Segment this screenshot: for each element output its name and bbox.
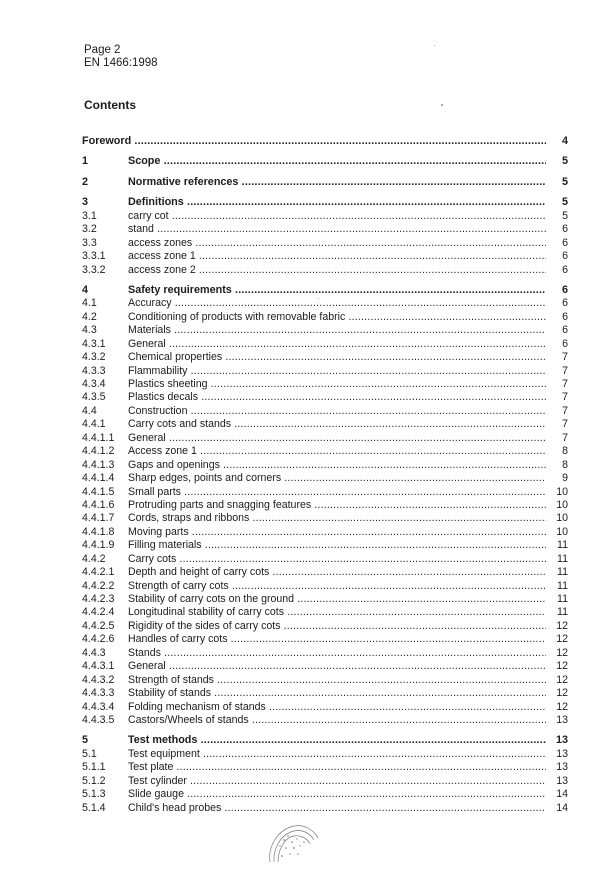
- toc-entry: [82, 761, 568, 774]
- toc-section-number: 4.4.3.4: [82, 700, 115, 713]
- toc-page-number: 13: [556, 774, 568, 787]
- toc-section-number: 5.1.4: [82, 801, 106, 814]
- toc-page-number: 11: [557, 539, 568, 552]
- scan-speck: [318, 298, 319, 299]
- toc-section-number: 3.3.2: [82, 263, 106, 276]
- toc-section-number: 4.4.3.3: [82, 687, 115, 700]
- toc-page-number: 12: [556, 700, 568, 713]
- toc-section-title: General .....: [128, 338, 546, 351]
- toc-section-number: 4.4.2.3: [82, 593, 115, 605]
- toc-page-number: 12: [556, 687, 568, 700]
- toc-entry: [82, 250, 568, 263]
- toc-entry: [82, 788, 568, 801]
- toc-section-title: Chemical properties .....: [128, 351, 546, 364]
- toc-page-number: 6: [562, 250, 568, 263]
- toc-section-number: 4.4.2: [82, 552, 106, 565]
- table-of-contents: [82, 135, 568, 815]
- toc-section-number: 4.4.1.6: [82, 498, 115, 511]
- toc-section-title: Carry cots .....: [128, 553, 546, 566]
- toc-entry: [82, 237, 568, 250]
- toc-section-title: Flammability .....: [128, 365, 546, 378]
- toc-page-number: 12: [556, 646, 568, 659]
- toc-entry: [82, 351, 568, 364]
- toc-entry: [82, 714, 568, 727]
- toc-page-number: 10: [556, 485, 568, 498]
- scan-speck: [441, 104, 443, 106]
- toc-page-number: 11: [557, 593, 568, 605]
- toc-section-number: 3: [82, 196, 89, 209]
- toc-section-number: 4.4.1.4: [82, 472, 115, 485]
- library-stamp-icon: [264, 818, 322, 866]
- toc-section-title: Access zone 1 .....: [128, 445, 546, 458]
- toc-page-number: 6: [562, 310, 568, 323]
- toc-entry: [82, 472, 568, 485]
- toc-page-number: 6: [561, 283, 568, 296]
- toc-section-number: 4.3.3: [82, 364, 106, 377]
- toc-section-number: 4.4.3.5: [82, 713, 115, 726]
- toc-entry: [82, 674, 568, 687]
- toc-section-title: Plastics decals .....: [128, 391, 546, 404]
- toc-section-title: Child's head probes .....: [128, 802, 546, 815]
- toc-section-title: Strength of carry cots .....: [128, 580, 546, 593]
- toc-entry: [82, 378, 568, 391]
- toc-section-title: Cords, straps and ribbons .....: [128, 512, 546, 525]
- toc-section-number: 3.3: [82, 236, 97, 249]
- toc-page-number: 13: [556, 747, 568, 760]
- toc-section-title: Conditioning of products with removable fabric .....: [128, 311, 546, 324]
- toc-entry: [82, 802, 568, 815]
- toc-page-number: 7: [562, 391, 568, 404]
- toc-group-spacer: [82, 148, 568, 155]
- toc-section-title: Stability of carry cots on the ground .....: [128, 593, 546, 606]
- toc-section-title: Stability of stands .....: [128, 687, 546, 700]
- toc-entry: [82, 566, 568, 579]
- toc-page-number: 11: [557, 566, 568, 579]
- toc-group-spacer: [82, 277, 568, 284]
- toc-group-spacer: [82, 169, 568, 176]
- toc-section-number: 1: [82, 155, 89, 168]
- toc-page-number: 11: [557, 579, 568, 592]
- toc-section-number: 4.4: [82, 404, 97, 417]
- toc-section-title: Safety requirements .....: [128, 284, 546, 297]
- toc-entry: [82, 687, 568, 700]
- toc-section-number: 4.4.2.1: [82, 566, 115, 579]
- toc-page-number: 10: [556, 525, 568, 538]
- toc-section-title: Construction .....: [128, 405, 546, 418]
- toc-section-number: 5.1.3: [82, 788, 106, 801]
- toc-section-title: Test methods .....: [128, 734, 546, 747]
- toc-entry: [82, 432, 568, 445]
- toc-section-title: Plastics sheeting .....: [128, 378, 546, 391]
- toc-section-number: 2: [82, 175, 89, 188]
- toc-page-number: 6: [562, 297, 568, 310]
- toc-entry: [82, 647, 568, 660]
- toc-page-number: 11: [557, 552, 568, 565]
- toc-section-title: Castors/Wheels of stands .....: [128, 714, 546, 727]
- toc-section-number: 4.4.2.5: [82, 619, 115, 632]
- toc-page-number: 12: [556, 633, 568, 646]
- toc-page-number: 10: [556, 498, 568, 511]
- toc-section-number: 4: [82, 283, 89, 296]
- toc-section-number: 4.4.1.8: [82, 525, 115, 538]
- toc-section-title: Carry cots and stands .....: [128, 418, 546, 431]
- toc-entry: [82, 499, 568, 512]
- toc-page-number: 12: [556, 619, 568, 632]
- toc-section-number: 4.4.1.1: [82, 431, 115, 444]
- toc-entry: [82, 526, 568, 539]
- toc-section-title: Test equipment .....: [128, 748, 546, 761]
- toc-entry: [82, 176, 568, 189]
- toc-section-number: 5.1: [82, 747, 97, 760]
- toc-section-number: 4.4.1: [82, 418, 106, 431]
- toc-section-title: Filling materials .....: [128, 539, 546, 552]
- toc-section-title: Moving parts .....: [128, 526, 546, 539]
- toc-entry: [82, 734, 568, 747]
- toc-entry: [82, 311, 568, 324]
- toc-entry: [82, 580, 568, 593]
- scan-speck: [434, 45, 435, 46]
- contents-heading: Contents: [84, 98, 136, 112]
- toc-page-number: 7: [562, 418, 568, 431]
- toc-section-title: General .....: [128, 660, 546, 673]
- toc-section-number: 4.4.3: [82, 646, 106, 659]
- toc-page-number: 9: [562, 472, 568, 485]
- toc-entry: [82, 155, 568, 168]
- toc-page-number: 5: [562, 209, 568, 222]
- toc-section-title: Normative references .....: [128, 176, 546, 189]
- toc-section-number: 4.3.1: [82, 337, 106, 350]
- toc-page-number: 7: [562, 364, 568, 377]
- toc-page-number: 13: [555, 734, 568, 747]
- toc-section-number: 5.1.1: [82, 761, 106, 774]
- toc-page-number: 14: [556, 801, 568, 814]
- toc-entry: [82, 405, 568, 418]
- toc-section-number: 3.2: [82, 223, 97, 236]
- toc-section-number: 4.4.1.5: [82, 485, 115, 498]
- toc-entry: [82, 210, 568, 223]
- toc-section-title: stand .....: [128, 223, 546, 236]
- toc-section-title: access zones .....: [128, 237, 546, 250]
- toc-section-number: 4.4.3.1: [82, 660, 115, 673]
- toc-section-title: access zone 1 .....: [128, 250, 546, 263]
- toc-section-title: Stands .....: [128, 647, 546, 660]
- toc-section-title: Small parts .....: [128, 486, 546, 499]
- toc-entry: [82, 445, 568, 458]
- toc-section-title: General .....: [128, 432, 546, 445]
- toc-section-number: 3.3.1: [82, 250, 106, 263]
- toc-section-number: 4.1: [82, 297, 97, 310]
- toc-page-number: 10: [556, 512, 568, 525]
- toc-section-title: Definitions .....: [128, 196, 546, 209]
- toc-section-title: Longitudinal stability of carry cots .....: [128, 606, 546, 619]
- toc-page-number: 5: [561, 175, 568, 188]
- toc-page-number: 13: [556, 713, 568, 726]
- toc-section-number: 4.4.2.6: [82, 633, 115, 646]
- toc-section-number: 4.4.1.7: [82, 512, 115, 525]
- toc-group-spacer: [82, 189, 568, 196]
- toc-page-number: 12: [556, 660, 568, 673]
- toc-entry: [82, 135, 568, 148]
- toc-section-number: 4.3.4: [82, 378, 106, 390]
- toc-entry: [82, 660, 568, 673]
- toc-section-number: 4.4.2.2: [82, 579, 115, 592]
- toc-section-title: Strength of stands .....: [128, 674, 546, 687]
- toc-entry: [82, 748, 568, 761]
- toc-page-number: 14: [556, 788, 568, 801]
- toc-section-number: 4.4.2.4: [82, 606, 115, 619]
- toc-section-title: Materials .....: [128, 324, 546, 337]
- toc-entry: [82, 284, 568, 297]
- toc-entry: [82, 418, 568, 431]
- toc-section-title: carry cot .....: [128, 210, 546, 223]
- toc-entry: [82, 539, 568, 552]
- toc-entry: [82, 324, 568, 337]
- toc-page-number: 7: [562, 404, 568, 417]
- toc-section-number: 4.3.5: [82, 391, 106, 404]
- toc-entry: [82, 512, 568, 525]
- toc-entry: [82, 196, 568, 209]
- toc-page-number: 6: [562, 263, 568, 276]
- toc-entry: [82, 297, 568, 310]
- page-number: Page 2: [84, 44, 121, 56]
- toc-page-number: 5: [561, 155, 568, 168]
- toc-page-number: 4: [561, 135, 568, 147]
- toc-section-number: 4.3.2: [82, 351, 106, 364]
- toc-section-title: Test cylinder .....: [128, 775, 546, 788]
- toc-section-number: 4.2: [82, 310, 97, 323]
- toc-page-number: 13: [556, 761, 568, 774]
- toc-section-number: 4.4.1.9: [82, 539, 115, 552]
- toc-entry: [82, 593, 568, 606]
- toc-section-title: access zone 2 .....: [128, 264, 546, 277]
- toc-section-title: Folding mechanism of stands .....: [128, 701, 546, 714]
- toc-section-number: 5: [82, 734, 89, 747]
- toc-section-title: Depth and height of carry cots .....: [128, 566, 546, 579]
- standard-id: EN 1466:1998: [84, 57, 158, 69]
- toc-section-title: Gaps and openings .....: [128, 459, 546, 472]
- toc-entry: [82, 365, 568, 378]
- toc-entry: [82, 620, 568, 633]
- toc-page-number: 6: [562, 223, 568, 236]
- toc-section-title: Test plate .....: [128, 761, 546, 774]
- toc-page-number: 7: [562, 431, 568, 444]
- toc-entry: [82, 701, 568, 714]
- toc-section-title: Handles of carry cots .....: [128, 633, 546, 646]
- toc-section-number: 4.3: [82, 324, 97, 337]
- toc-entry: [82, 775, 568, 788]
- toc-page-number: 6: [562, 337, 568, 350]
- toc-page-number: 8: [562, 445, 568, 458]
- toc-entry: [82, 459, 568, 472]
- toc-page-number: 5: [561, 196, 568, 209]
- toc-section-number: 4.4.1.2: [82, 445, 115, 458]
- toc-entry: [82, 338, 568, 351]
- toc-page-number: 7: [562, 351, 568, 364]
- toc-entry: [82, 486, 568, 499]
- toc-page-number: 7: [562, 378, 568, 390]
- toc-entry: [82, 264, 568, 277]
- toc-section-title: Rigidity of the sides of carry cots .....: [128, 620, 546, 633]
- toc-page-number: 8: [562, 458, 568, 471]
- toc-entry: [82, 391, 568, 404]
- toc-section-number: 5.1.2: [82, 774, 106, 787]
- toc-page-number: 12: [556, 673, 568, 686]
- toc-entry: [82, 633, 568, 646]
- toc-page-number: 6: [562, 324, 568, 337]
- toc-page-number: 6: [562, 236, 568, 249]
- toc-group-spacer: [82, 727, 568, 734]
- toc-entry: [82, 553, 568, 566]
- toc-entry: [82, 606, 568, 619]
- toc-section-title: Scope .....: [128, 155, 546, 168]
- toc-section-title: Foreword .....: [82, 135, 546, 148]
- toc-section-title: Accuracy .....: [128, 297, 546, 310]
- toc-section-number: 4.4.3.2: [82, 673, 115, 686]
- toc-section-title: Slide gauge .....: [128, 788, 546, 801]
- toc-entry: [82, 223, 568, 236]
- page-header: [84, 44, 158, 70]
- toc-page-number: 11: [557, 606, 568, 619]
- toc-section-number: 4.4.1.3: [82, 458, 115, 471]
- toc-section-title: Sharp edges, points and corners .....: [128, 472, 546, 485]
- toc-section-title: Protruding parts and snagging features .....: [128, 499, 546, 512]
- toc-section-number: 3.1: [82, 209, 97, 222]
